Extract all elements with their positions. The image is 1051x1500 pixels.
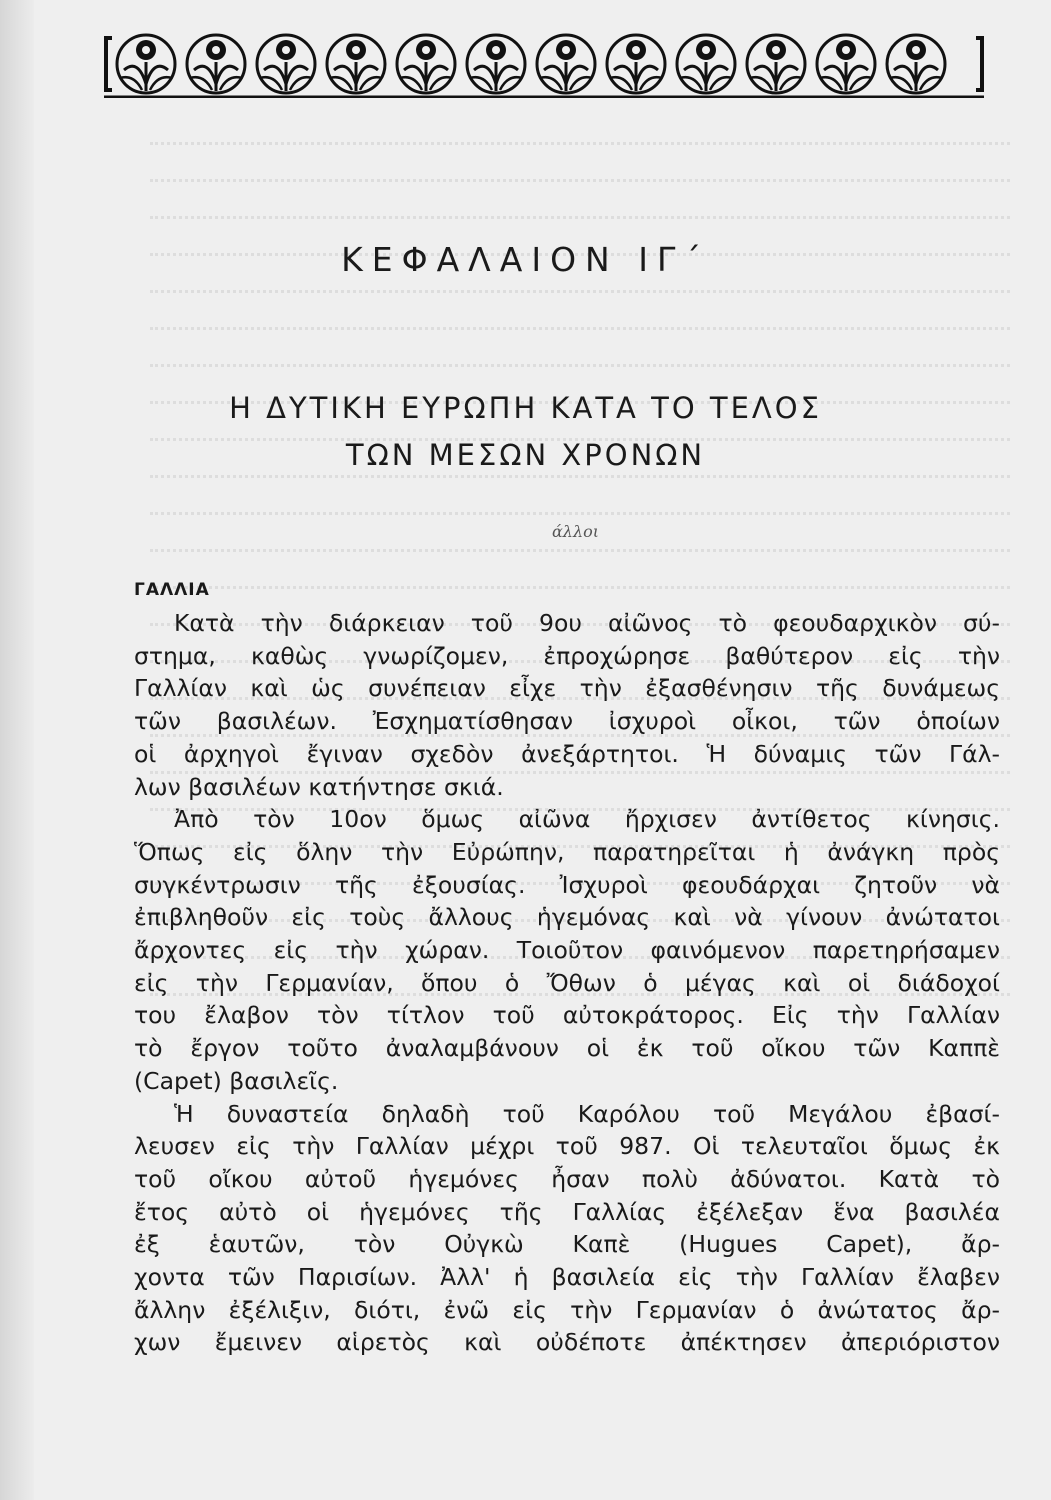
section-title-line-2: ΤΩΝ ΜΕΣΩΝ ΧΡΟΝΩΝ xyxy=(345,438,706,472)
text-line: Κατὰ τὴν διάρκειαν τοῦ 9ου αἰῶνος τὸ φεουδαρχικὸν σύ- xyxy=(174,609,1000,637)
text-line: Ἡ δυναστεία δηλαδὴ τοῦ Καρόλου τοῦ Μεγάλου ἐβασί- xyxy=(174,1099,1000,1128)
section-title-line-1: Η ΔΥΤΙΚΗ ΕΥΡΩΠΗ ΚΑΤΑ ΤΟ ΤΕΛΟΣ xyxy=(229,391,822,425)
text-line: λων βασιλέων κατήντησε σκιά. xyxy=(134,772,504,801)
section-subheading: ΓΑΛΛΙΑ xyxy=(134,580,210,600)
body-text xyxy=(134,607,1000,1359)
ornament-motif xyxy=(537,35,595,93)
ornament-motif xyxy=(677,35,735,93)
chapter-title: ΚΕΦΑΛΑΙΟΝ ΙΓ΄ xyxy=(341,240,710,279)
text-line: στημα, καθὼς γνωρίζομεν, ἐπροχώρησε βαθύτερον εἰς τὴν xyxy=(134,641,1000,670)
ornament-motif xyxy=(887,35,945,93)
ornamental-header-band xyxy=(104,30,984,98)
text-line: εἰς τὴν Γερμανίαν, ὅπου ὁ Ὄθων ὁ μέγας καὶ οἱ διάδοχοί xyxy=(134,968,1000,997)
ornament-motif xyxy=(607,35,665,93)
text-line: χων ἔμεινεν αἱρετὸς καὶ οὐδέποτε ἀπέκτησεν ἀπεριόριστον xyxy=(134,1328,1000,1357)
text-line: του ἔλαβον τὸν τίτλον τοῦ αὐτοκράτορος. Εἰς τὴν Γαλλίαν xyxy=(134,1001,1000,1030)
ornament-motif xyxy=(117,35,175,93)
text-line: (Capet) βασιλεῖς. xyxy=(134,1066,339,1095)
ornament-motif xyxy=(397,35,455,93)
text-line: Γαλλίαν καὶ ὡς συνέπειαν εἶχε τὴν ἐξασθένησιν τῆς δυνάμεως xyxy=(134,674,1000,703)
ornament-motif xyxy=(747,35,805,93)
handwritten-margin-note: άλλοι xyxy=(552,522,599,541)
page-edge xyxy=(0,0,34,1500)
ornament-motif xyxy=(467,35,525,93)
text-line: τῶν βασιλέων. Ἐσχηματίσθησαν ἰσχυροὶ οἶκοι, τῶν ὁποίων xyxy=(134,707,1000,736)
text-line: συγκέντρωσιν τῆς ἐξουσίας. Ἰσχυροὶ φεουδάρχαι ζητοῦν νὰ xyxy=(134,870,1000,899)
text-line: ἔτος αὐτὸ οἱ ἡγεμόνες τῆς Γαλλίας ἐξέλεξαν ἕνα βασιλέα xyxy=(134,1197,1000,1226)
text-line: ἐπιβληθοῦν εἰς τοὺς ἄλλους ἡγεμόνας καὶ νὰ γίνουν ἀνώτατοι xyxy=(134,903,1000,932)
section-title xyxy=(0,385,1051,479)
text-line: τὸ ἔργον τοῦτο ἀναλαμβάνουν οἱ ἐκ τοῦ οἴκου τῶν Καππὲ xyxy=(134,1034,1000,1063)
text-line: ἄλλην ἐξέλιξιν, διότι, ἐνῶ εἰς τὴν Γερμανίαν ὁ ἀνώτατος ἄρ- xyxy=(134,1295,1000,1324)
ornament-motif xyxy=(187,35,245,93)
text-line: Ἀπὸ τὸν 10ον ὅμως αἰῶνα ἤρχισεν ἀντίθετος κίνησις. xyxy=(174,805,1000,834)
text-line: λευσεν εἰς τὴν Γαλλίαν μέχρι τοῦ 987. Οἱ τελευταῖοι ὅμως ἐκ xyxy=(134,1132,1000,1161)
text-line: χοντα τῶν Παρισίων. Ἀλλ' ἡ βασιλεία εἰς τὴν Γαλλίαν ἔλαβεν xyxy=(134,1263,1000,1292)
text-line: Ὅπως εἰς ὅλην τὴν Εὐρώπην, παρατηρεῖται ἡ ἀνάγκη πρὸς xyxy=(134,837,1000,866)
text-line: τοῦ οἴκου αὐτοῦ ἡγεμόνες ἦσαν πολὺ ἀδύνατοι. Κατὰ τὸ xyxy=(134,1164,1000,1193)
ornament-motif xyxy=(817,35,875,93)
ornament-motif xyxy=(327,35,385,93)
text-line: ἐξ ἑαυτῶν, τὸν Οὐγκὼ Καπὲ (Hugues Capet), ἄρ- xyxy=(134,1230,1000,1259)
text-line: οἱ ἀρχηγοὶ ἔγιναν σχεδὸν ἀνεξάρτητοι. Ἡ δύναμις τῶν Γάλ- xyxy=(134,739,1000,768)
ornament-motif xyxy=(257,35,315,93)
text-line: ἄρχοντες εἰς τὴν χώραν. Τοιοῦτον φαινόμενον παρετηρήσαμεν xyxy=(134,936,1000,965)
